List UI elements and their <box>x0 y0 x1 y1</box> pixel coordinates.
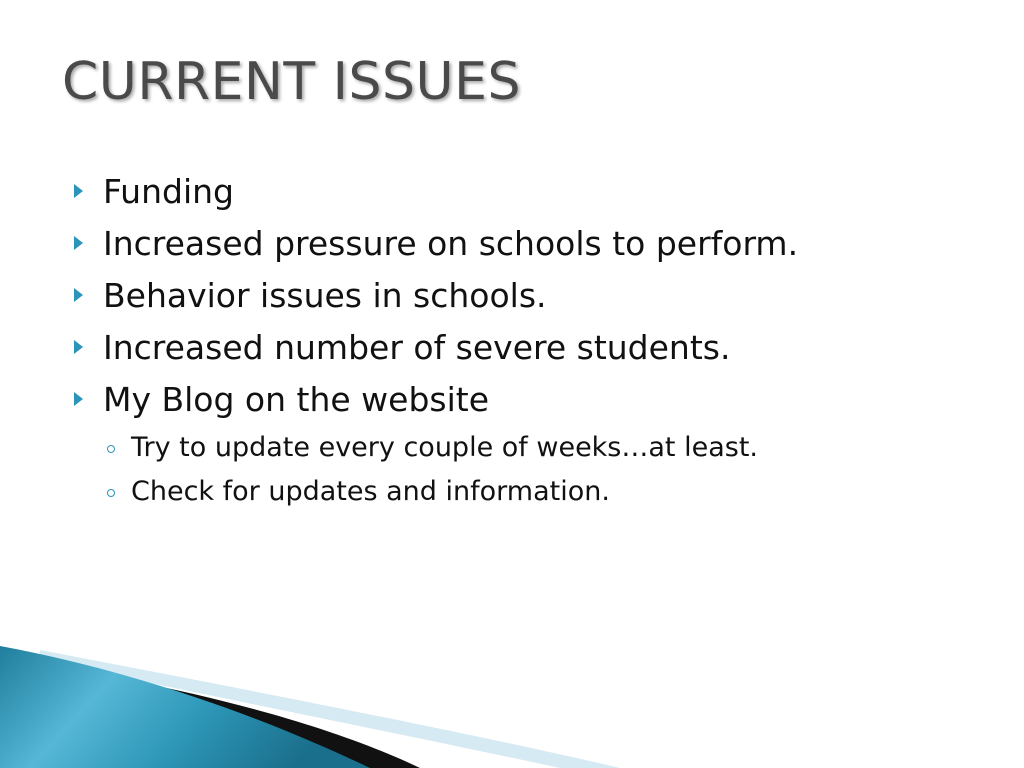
bullet-text: Behavior issues in schools. <box>103 276 547 315</box>
bullet-list <box>74 166 798 514</box>
sub-bullet-text: Try to update every couple of weeks…at least. <box>131 432 758 463</box>
wave-dark-band <box>30 662 420 768</box>
bullet-item <box>74 270 798 322</box>
bullet-text: Increased number of severe students. <box>103 328 731 367</box>
circle-outline-icon <box>107 489 115 497</box>
right-triangle-icon <box>74 288 83 302</box>
circle-outline-icon <box>107 445 115 453</box>
sub-bullet-text: Check for updates and information. <box>131 476 610 507</box>
bullet-text: My Blog on the website <box>103 380 490 419</box>
right-triangle-icon <box>74 184 83 198</box>
bullet-text: Funding <box>103 172 234 211</box>
bullet-item <box>74 166 798 218</box>
right-triangle-icon <box>74 392 83 406</box>
bullet-item <box>74 218 798 270</box>
slide-title: CURRENT ISSUES <box>62 52 521 112</box>
bullet-item <box>74 322 798 374</box>
wave-blue-band <box>0 646 370 768</box>
bullet-text: Increased pressure on schools to perform. <box>103 224 799 263</box>
sub-bullet-list <box>74 426 798 514</box>
sub-bullet-item <box>74 470 798 514</box>
right-triangle-icon <box>74 236 83 250</box>
wave-light-band <box>40 650 620 768</box>
bullet-item <box>74 374 798 426</box>
sub-bullet-group <box>74 426 798 514</box>
sub-bullet-item <box>74 426 798 470</box>
right-triangle-icon <box>74 340 83 354</box>
